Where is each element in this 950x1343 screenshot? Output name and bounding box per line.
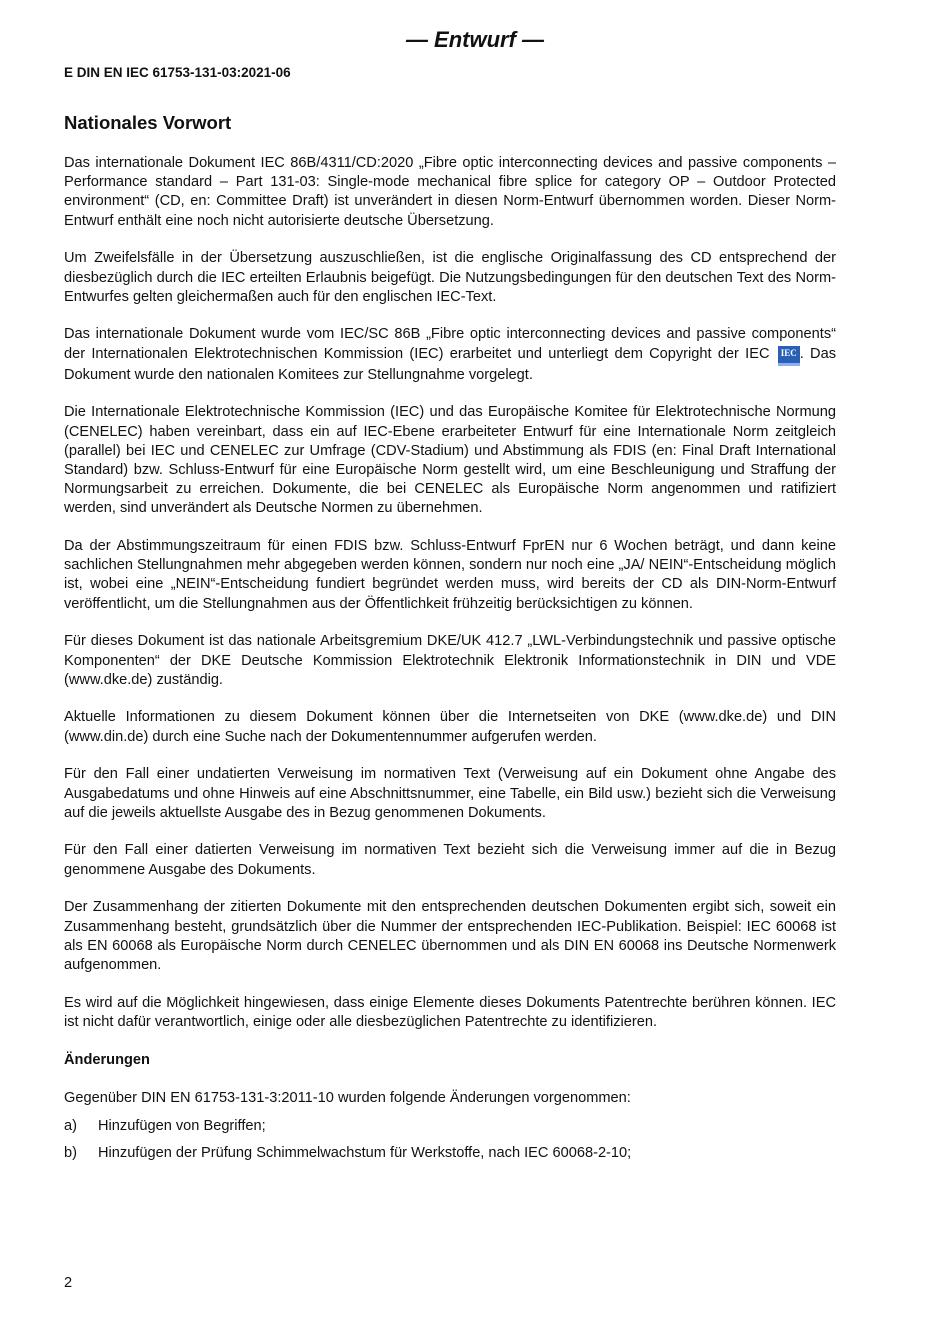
paragraph-dated-reference: Für den Fall einer datierten Verweisung im normativen Text bezieht sich die Verweisung immer auf die in Bezug genommene Ausgabe des Dokuments. — [64, 842, 836, 878]
paragraph-translation: Um Zweifelsfälle in der Übersetzung auszuschließen, ist die englische Originalfassung des CD entsprechend der diesbezüglich durch die IEC erteilten Erlaubnis beigefügt. Die Nutzungsbedingungen für den deutschen Text des Norm-Entwurfes gelten gleichermaßen auch für den englischen IEC-Text. — [64, 250, 836, 305]
section-title: Nationales Vorwort — [64, 112, 232, 133]
list-marker: b) — [64, 1145, 77, 1162]
changes-intro: Gegenüber DIN EN 61753-131-3:2011-10 wurden folgende Änderungen vorgenommen: — [64, 1089, 631, 1106]
document-id: E DIN EN IEC 61753-131-03:2021-06 — [64, 65, 291, 80]
draft-label: — Entwurf — — [405, 27, 545, 52]
list-marker: a) — [64, 1117, 77, 1134]
list-item-text: Hinzufügen von Begriffen; — [98, 1117, 266, 1134]
copyright-text-after: . Das Dokument wurde den nationalen Komitees zur Stellungnahme vorgelegt. — [64, 345, 836, 383]
changes-title: Änderungen — [64, 1051, 150, 1068]
paragraph-cenelec: Die Internationale Elektrotechnische Kommission (IEC) und das Europäische Komitee für Elektrotechnische Normung (CENELEC) haben vereinbart, dass ein auf IEC-Ebene erarbeiteter Entwurf für eine Internationale Norm zeitgleich (parallel) bei IEC und CENELEC zur Umfrage (CDV-Stadium) und Abstimmung als FDIS (en: Final Draft International Standard) bzw. Schluss-Entwurf für eine Europäische Norm gestellt wird, um eine Beschleunigung und Straffung der Normungsarbeit zu erreichen. Dokumente, die bei CENELEC als Europäische Norm angenommen und ratifiziert werden, sind unverändert als Deutsche Normen zu übernehmen. — [64, 404, 836, 517]
paragraph-document-relation: Der Zusammenhang der zitierten Dokumente mit den entsprechenden deutschen Dokumenten ergibt sich, soweit ein Zusammenhang besteht, grundsätzlich über die Nummer der entsprechenden IEC-Publikation. Beispiel: IEC 60068 ist als EN 60068 als Europäische Norm durch CENELEC übernommen und als DIN EN 60068 ins Deutsche Normenwerk aufgenommen. — [64, 899, 836, 973]
page-number: 2 — [64, 1275, 73, 1291]
paragraph-undated-reference: Für den Fall einer undatierten Verweisung im normativen Text (Verweisung auf ein Dokument ohne Angabe des Ausgabedatums und ohne Hinweis auf eine Abschnittsnummer, eine Tabelle, ein Bild usw.) bezieht sich die Verweisung auf die jeweils aktuellste Ausgabe des in Bezug genommenen Dokuments. — [64, 766, 836, 821]
list-item — [64, 1117, 836, 1136]
paragraph-voting-period: Da der Abstimmungszeitraum für einen FDIS bzw. Schluss-Entwurf FprEN nur 6 Wochen beträgt, und dann keine sachlichen Stellungnahmen mehr abgegeben werden können, sondern nur noch eine „JA/ NEIN“-Entscheidung möglich ist, wobei eine „NEIN“-Entscheidung fundiert begründet werden muss, wird bereits der CD als DIN-Norm-Entwurf veröffentlicht, um die Stellungnahmen aus der Öffentlichkeit frühzeitig berücksichtigen zu können. — [64, 538, 836, 612]
document-body — [64, 111, 836, 1172]
paragraph-patent-notice: Es wird auf die Möglichkeit hingewiesen, dass einige Elemente dieses Dokuments Patentrechte berühren können. IEC ist nicht dafür verantwortlich, einige oder alle diesbezüglichen Patentrechte zu identifizieren. — [64, 994, 836, 1030]
paragraph-current-info: Aktuelle Informationen zu diesem Dokument können über die Internetseiten von DKE (www.dke.de) und DIN (www.din.de) durch eine Suche nach der Dokumentennummer aufgerufen werden. — [64, 709, 836, 745]
list-item-text: Hinzufügen der Prüfung Schimmelwachstum für Werkstoffe, nach IEC 60068-2-10; — [98, 1145, 632, 1162]
paragraph-copyright — [64, 325, 836, 384]
paragraph-iec-document: Das internationale Dokument IEC 86B/4311/CD:2020 „Fibre optic interconnecting devices and passive components – Performance standard – Part 131-03: Single-mode mechanical fibre splice for category OP – Outdoor Protected environment“ (CD, en: Committee Draft) ist unverändert in diesen Norm-Entwurf übernommen worden. Dieser Norm-Entwurf enthält eine noch nicht autorisierte deutsche Übersetzung. — [64, 155, 836, 229]
paragraph-working-group: Für dieses Dokument ist das nationale Arbeitsgremium DKE/UK 412.7 „LWL-Verbindungstechnik und passive optische Komponenten“ der DKE Deutsche Kommission Elektrotechnik Elektronik Informationstechnik in DIN und VDE (www.dke.de) zuständig. — [64, 633, 836, 688]
copyright-text-before: Das internationale Dokument wurde vom IEC/SC 86B „Fibre optic interconnecting devices and passive components“ der Internationalen Elektrotechnischen Kommission (IEC) erarbeitet und unterliegt dem Copyright der IEC — [64, 326, 836, 362]
list-item — [64, 1144, 836, 1163]
iec-logo-icon: IEC — [778, 346, 800, 366]
